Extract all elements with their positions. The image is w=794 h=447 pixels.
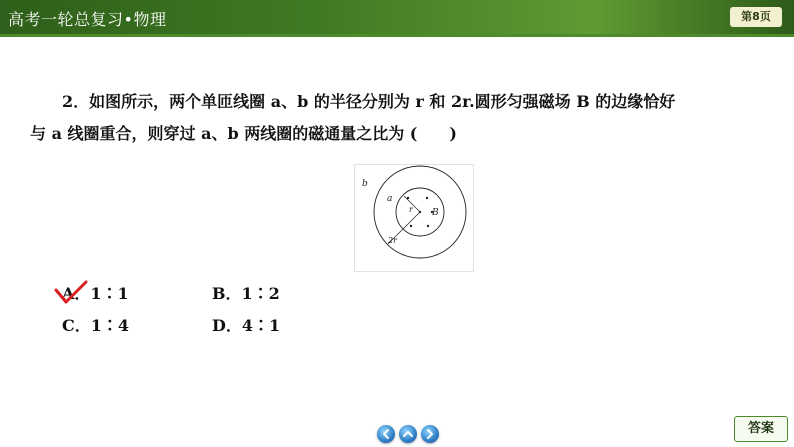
question-text (30, 86, 765, 150)
label-b: b (362, 179, 368, 189)
options-row-1 (62, 281, 362, 304)
course-title: 高考一轮总复习•物理 (8, 10, 167, 29)
option-d[interactable]: D．4∶1 (212, 316, 281, 335)
question-line-1: 2．如图所示，两个单匝线圈 a、b 的半径分别为 r 和 2r.圆形匀强磁场 B 的边缘恰好 (62, 92, 676, 111)
header-divider (0, 34, 794, 37)
label-2r: 2r (388, 236, 397, 245)
label-r: r (409, 205, 413, 214)
field-dot (426, 197, 428, 199)
answer-button[interactable]: 答案 (734, 416, 788, 442)
label-a: a (387, 194, 393, 204)
next-arrow-icon[interactable] (421, 425, 439, 443)
field-dot (410, 225, 412, 227)
options-row-2 (62, 313, 362, 336)
home-up-icon[interactable] (399, 425, 417, 443)
page-number-badge: 第8页 (730, 7, 782, 27)
option-c[interactable]: C．1∶4 (62, 316, 130, 335)
check-mark-icon (54, 280, 88, 306)
header-bar (0, 0, 794, 34)
label-B: B (432, 208, 439, 218)
prev-arrow-icon[interactable] (377, 425, 395, 443)
field-dot (427, 225, 429, 227)
question-line-2: 与 a 线圈重合，则穿过 a、b 两线圈的磁通量之比为 ( ) (30, 124, 457, 143)
coil-diagram (354, 164, 474, 272)
option-b[interactable]: B．1∶2 (212, 284, 280, 303)
option-a[interactable]: A．1∶1 (62, 284, 129, 303)
